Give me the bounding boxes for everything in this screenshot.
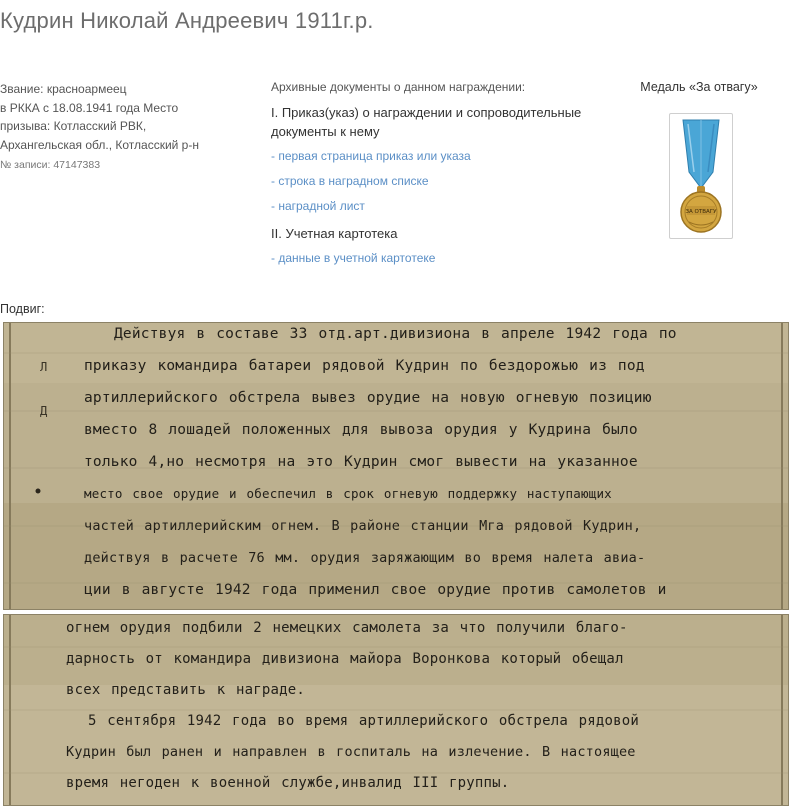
person-info bbox=[0, 80, 250, 175]
archive-documents bbox=[271, 80, 621, 276]
medal-inscription: ЗА ОТВАГУ bbox=[685, 209, 717, 215]
link-award-sheet[interactable]: - наградной лист bbox=[271, 199, 365, 213]
medal-image[interactable] bbox=[669, 113, 733, 239]
info-line: призыва: Котласский РВК, bbox=[0, 119, 147, 133]
info-line: в РККА с 18.08.1941 года Место bbox=[0, 100, 179, 115]
typed-line: дарность от командира дивизиона майора Воронкова который обещал bbox=[66, 651, 624, 667]
medal-name: Медаль «За отвагу» bbox=[640, 80, 758, 94]
typed-line: время негоден к военной службе,инвалид III группы. bbox=[66, 775, 510, 791]
info-line: Архангельская обл., Котласский р-н bbox=[0, 137, 199, 152]
typed-line: частей артиллерийским огнем. В районе станции Мга рядовой Кудрин, bbox=[84, 518, 642, 534]
typed-line: вместо 8 лошадей положенных для вывоза орудия у Кудрина было bbox=[84, 422, 638, 438]
feat-document-page-1 bbox=[3, 322, 789, 610]
side-mark: Д bbox=[40, 404, 48, 418]
typed-line: приказу командира батареи рядовой Кудрин по бездорожью из под bbox=[84, 358, 645, 374]
section-award-order: I. Приказ(указ) о награждении и сопроводительные документы к нему bbox=[271, 105, 582, 139]
typed-line: только 4,но несмотря на это Кудрин смог вывести на указанное bbox=[84, 454, 638, 470]
typed-line: артиллерийского обстрела вывез орудие на новую огневую позицию bbox=[84, 390, 652, 406]
side-mark: Л bbox=[40, 360, 48, 374]
medal-icon bbox=[670, 114, 732, 238]
typed-line: всех представить к награде. bbox=[66, 682, 305, 698]
page-title: Кудрин Николай Андреевич 1911г.р. bbox=[0, 8, 374, 33]
typed-line: действуя в расчете 76 мм. орудия заряжающим во время налета авиа- bbox=[84, 550, 646, 566]
typed-line: Кудрин был ранен и направлен в госпиталь на излечение. В настоящее bbox=[66, 744, 636, 760]
archive-heading: Архивные документы о данном награждении: bbox=[271, 80, 526, 94]
typed-line: огнем орудия подбили 2 немецких самолета за что получили благо- bbox=[66, 620, 628, 636]
feat-label: Подвиг: bbox=[0, 302, 45, 316]
link-award-list-row[interactable]: - строка в наградном списке bbox=[271, 174, 429, 188]
info-line: Звание: красноармеец bbox=[0, 82, 127, 96]
typed-line: Действуя в составе 33 отд.арт.дивизиона в апреле 1942 года по bbox=[114, 326, 677, 342]
typed-line: 5 сентября 1942 года во время артиллерийского обстрела рядовой bbox=[88, 713, 639, 729]
typed-line: место свое орудие и обеспечил в срок огневую поддержку наступающих bbox=[84, 486, 612, 501]
link-card-data[interactable]: - данные в учетной картотеке bbox=[271, 251, 436, 265]
section-card-index: II. Учетная картотека bbox=[271, 226, 398, 241]
medal-block bbox=[634, 80, 764, 215]
link-first-page[interactable]: - первая страница приказ или указа bbox=[271, 149, 471, 163]
typed-line: ции в августе 1942 года применил свое орудие против самолетов и bbox=[84, 582, 667, 598]
record-number: № записи: 47147383 bbox=[0, 159, 101, 171]
feat-document-page-2 bbox=[3, 614, 789, 806]
